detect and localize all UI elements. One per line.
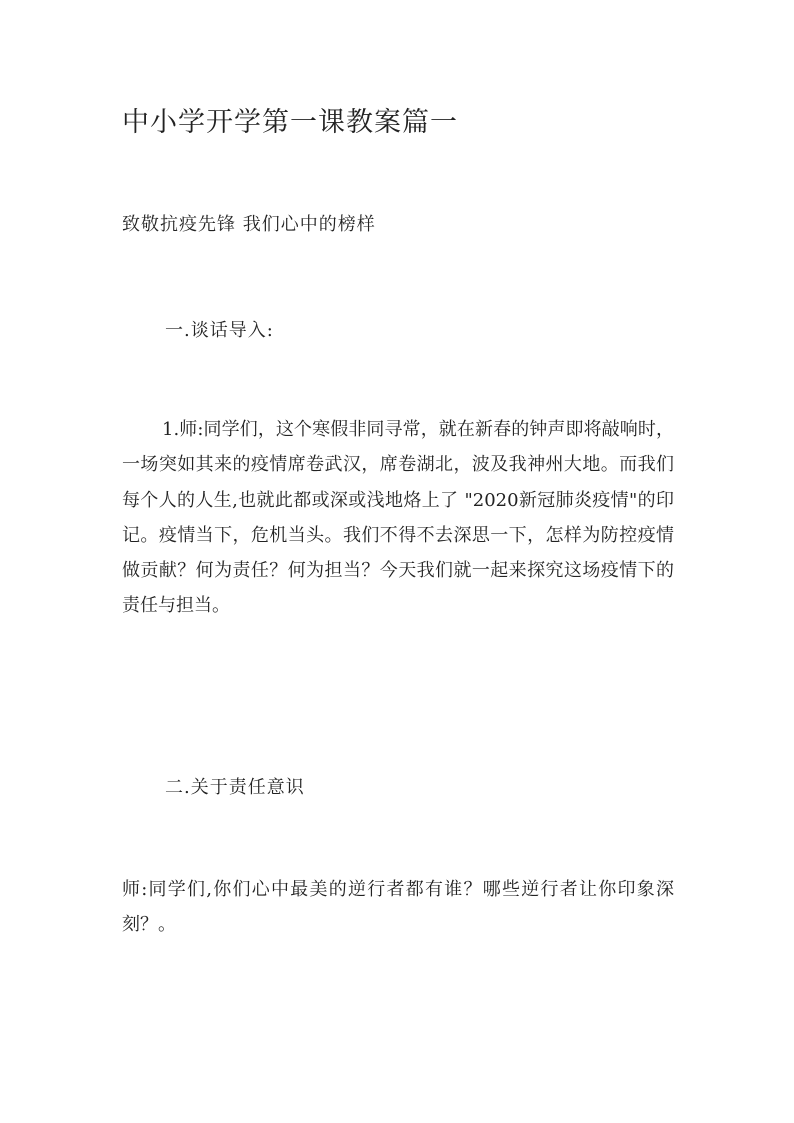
document-subtitle: 致敬抗疫先锋 我们心中的榜样 [122,214,376,235]
section-paragraph-responsibility: 师:同学们,你们心中最美的逆行者都有谁？哪些逆行者让你印象深刻？。 [122,879,674,936]
section-paragraph-introduction: 1.师:同学们，这个寒假非同寻常，就在新春的钟声即将敲响时，一场突如其来的疫情席卷武汉，席卷湖北，波及我神州大地。而我们每个人的人生,也就此都或深或浅地烙上了 "2020新冠肺炎疫情"的印记。疫情当下，危机当头。我们不得不去深思一下，怎样为防控疫情做贡献？何为责任？何为担当？今天我们就一起来探究这场疫情下的责任与担当。 [122,419,674,617]
section-heading-introduction: 一.谈话导入: [165,320,274,341]
section-heading-responsibility: 二.关于责任意识 [165,777,305,798]
document-title: 中小学开学第一课教案篇一 [122,107,458,138]
